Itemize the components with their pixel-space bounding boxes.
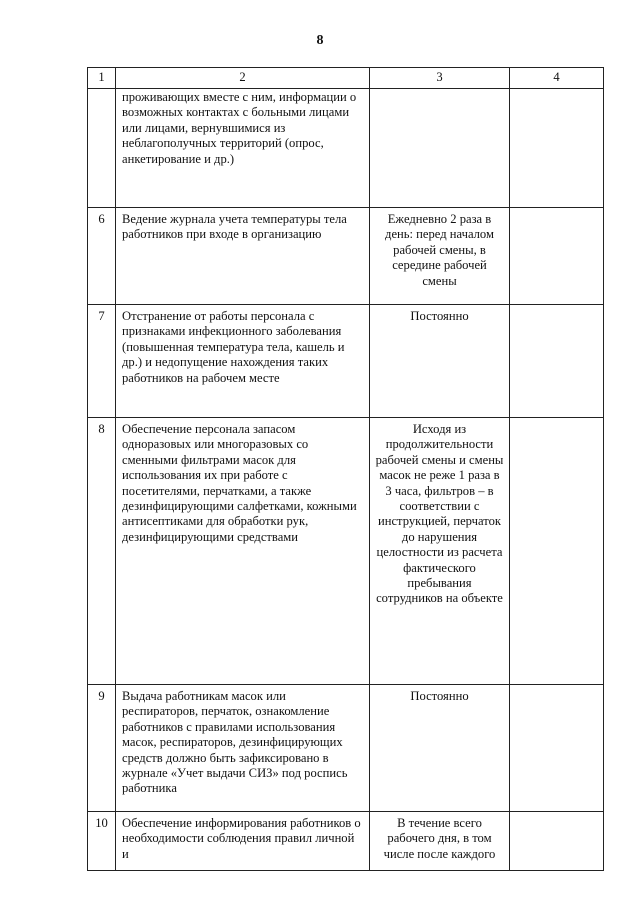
row-number: 6 xyxy=(88,208,116,305)
row-col4 xyxy=(510,812,604,871)
measures-table xyxy=(87,67,604,871)
row-frequency: Постоянно xyxy=(370,305,510,418)
header-col-2: 2 xyxy=(116,68,370,89)
table-row xyxy=(88,305,604,418)
row-col4 xyxy=(510,418,604,685)
row-col4 xyxy=(510,89,604,208)
row-description: Обеспечение информирования работников о необходимости соблюдения правил личной и xyxy=(116,812,370,871)
table-row xyxy=(88,812,604,871)
row-number: 8 xyxy=(88,418,116,685)
header-col-4: 4 xyxy=(510,68,604,89)
header-col-1: 1 xyxy=(88,68,116,89)
table-row xyxy=(88,208,604,305)
row-description: проживающих вместе с ним, информации о возможных контактах с больными лицами или лицами, вернувшимися из неблагополучных территорий (опрос, анкетирование и др.) xyxy=(116,89,370,208)
row-frequency: Ежедневно 2 раза в день: перед началом рабочей смены, в середине рабочей смены xyxy=(370,208,510,305)
row-col4 xyxy=(510,305,604,418)
row-frequency: Исходя из продолжительности рабочей смены и смены масок не реже 1 раза в 3 часа, фильтров – в соответствии с инструкцией, перчаток до нарушения целостности из расчета фактического пребывания сотрудников на объекте xyxy=(370,418,510,685)
row-number xyxy=(88,89,116,208)
table-row xyxy=(88,418,604,685)
row-description: Выдача работникам масок или респираторов, перчаток, ознакомление работников с правилами использования масок, респираторов, дезинфицирующих средств должно быть зафиксировано в журнале «Учет выдачи СИЗ» под роспись работника xyxy=(116,685,370,812)
row-frequency: В течение всего рабочего дня, в том числе после каждого xyxy=(370,812,510,871)
table-row xyxy=(88,685,604,812)
row-col4 xyxy=(510,208,604,305)
row-frequency: Постоянно xyxy=(370,685,510,812)
row-description: Отстранение от работы персонала с признаками инфекционного заболевания (повышенная температура тела, кашель и др.) и недопущение нахождения таких работников на рабочем месте xyxy=(116,305,370,418)
row-number: 7 xyxy=(88,305,116,418)
header-col-3: 3 xyxy=(370,68,510,89)
row-number: 10 xyxy=(88,812,116,871)
row-number: 9 xyxy=(88,685,116,812)
table-header-row xyxy=(88,68,604,89)
row-col4 xyxy=(510,685,604,812)
row-frequency xyxy=(370,89,510,208)
table-row xyxy=(88,89,604,208)
row-description: Обеспечение персонала запасом одноразовых или многоразовых со сменными фильтрами масок для использования их при работе с посетителями, перчатками, а также дезинфицирующими салфетками, кожными антисептиками для обработки рук, дезинфицирующими средствами xyxy=(116,418,370,685)
row-description: Ведение журнала учета температуры тела работников при входе в организацию xyxy=(116,208,370,305)
page-number: 8 xyxy=(316,33,324,48)
